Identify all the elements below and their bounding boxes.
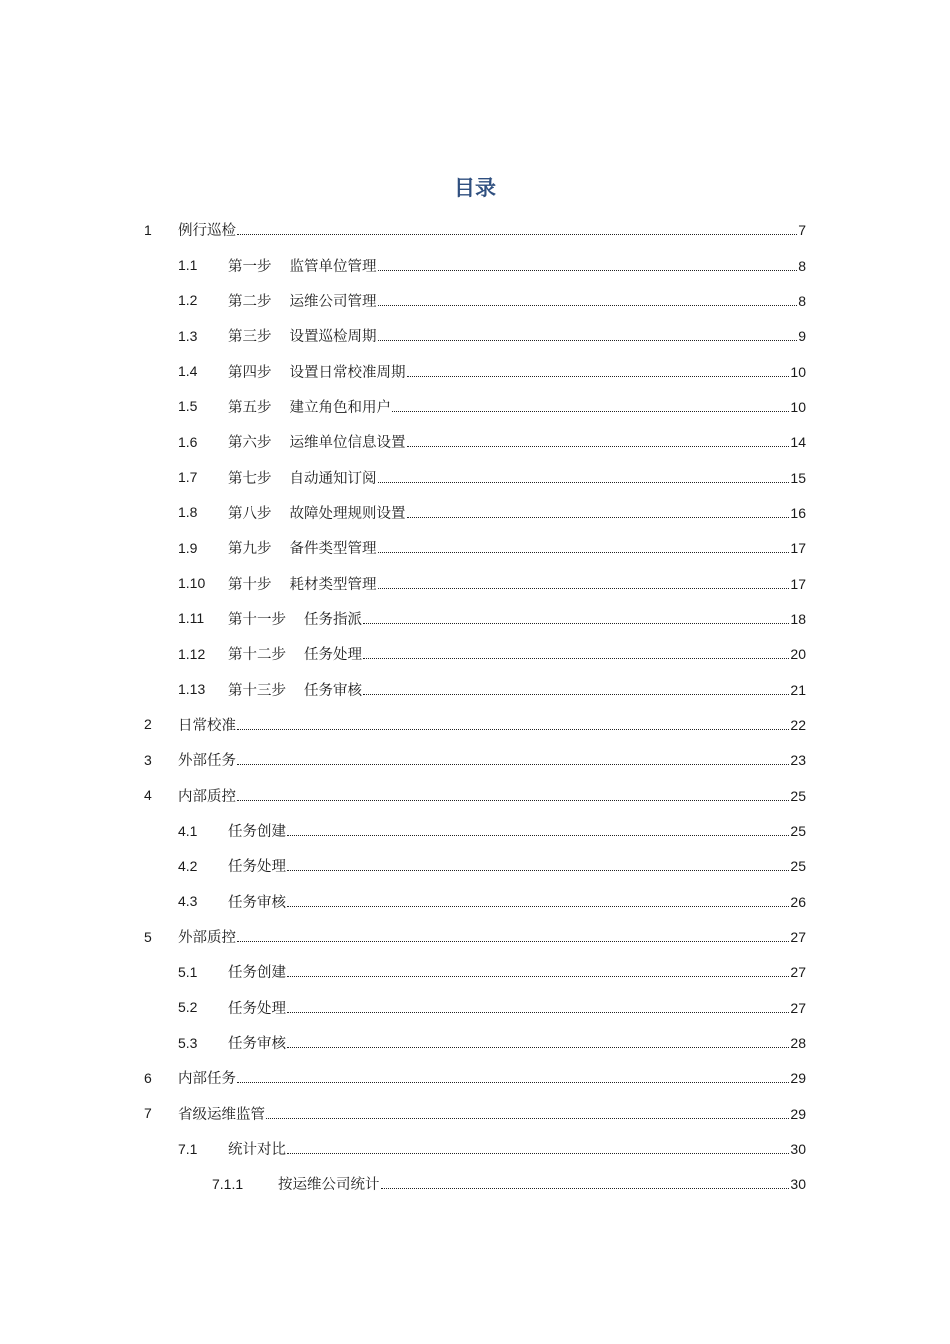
toc-dot-leader (287, 834, 789, 836)
toc-entry[interactable] (0, 1025, 950, 1060)
toc-dot-leader (381, 1187, 790, 1189)
toc-dot-leader (237, 233, 797, 235)
toc-dot-leader (287, 905, 789, 907)
toc-entry-number: 5.1 (178, 963, 198, 980)
toc-dot-leader (287, 1152, 789, 1154)
toc-page-number: 9 (798, 328, 806, 345)
toc-entry-line (228, 997, 806, 1018)
toc-entry-label (228, 537, 377, 558)
toc-entry-label (228, 643, 362, 664)
toc-entry-number: 1.11 (178, 610, 205, 627)
toc-page-number: 10 (790, 363, 806, 380)
toc-entry-number: 1.5 (178, 398, 198, 415)
toc-entry-step: 第八步 (228, 505, 272, 522)
toc-entry-line (228, 431, 806, 452)
toc-page-number: 25 (790, 787, 806, 804)
toc-page-number: 29 (790, 1070, 806, 1087)
toc-entry[interactable] (0, 671, 950, 706)
toc-entry[interactable] (0, 742, 950, 777)
toc-dot-leader (407, 375, 790, 377)
toc-entry-text: 统计对比 (228, 1142, 286, 1159)
toc-entry-label (228, 325, 377, 346)
toc-entry-line (178, 749, 806, 770)
toc-dot-leader (378, 304, 798, 306)
toc-page-number: 21 (790, 681, 806, 698)
toc-entry[interactable] (0, 990, 950, 1025)
toc-dot-leader (287, 975, 789, 977)
toc-entry-text: 建立角色和用户 (289, 399, 391, 416)
toc-page-number: 29 (790, 1105, 806, 1122)
toc-entry-step: 第一步 (228, 258, 272, 275)
toc-entry-line (228, 643, 806, 664)
toc-page-number: 26 (790, 893, 806, 910)
toc-entry-text: 任务创建 (228, 965, 286, 982)
toc-dot-leader (363, 657, 789, 659)
toc-page-number: 27 (790, 964, 806, 981)
toc-entry-number: 6 (144, 1069, 152, 1086)
toc-entry-text: 例行巡检 (178, 223, 236, 240)
toc-entry[interactable] (0, 459, 950, 494)
toc-entry[interactable] (0, 283, 950, 318)
toc-entry-label (178, 926, 236, 947)
toc-dot-leader (237, 1081, 789, 1083)
toc-entry-label (178, 749, 236, 770)
toc-entry-step: 第四步 (228, 364, 272, 381)
toc-entry-number: 1.3 (178, 327, 198, 344)
toc-entry-label (228, 997, 286, 1018)
toc-entry-step: 第六步 (228, 435, 272, 452)
toc-dot-leader (392, 410, 789, 412)
toc-entry-text: 任务处理 (228, 859, 286, 876)
toc-entry-number: 4.1 (178, 822, 198, 839)
toc-entry-line (228, 1032, 806, 1053)
toc-entry-number: 1.7 (178, 469, 198, 486)
toc-entry[interactable] (0, 954, 950, 989)
toc-entry-text: 设置巡检周期 (289, 329, 377, 346)
toc-entry-line (228, 608, 806, 629)
toc-entry[interactable] (0, 530, 950, 565)
toc-entry-line (228, 679, 806, 700)
toc-entry-number: 1.13 (178, 681, 206, 698)
toc-entry-number: 1 (144, 221, 152, 238)
table-of-contents (0, 212, 950, 1202)
toc-page-number: 18 (790, 610, 806, 627)
toc-entry-text: 运维公司管理 (289, 293, 377, 310)
toc-entry[interactable] (0, 1131, 950, 1166)
toc-entry[interactable] (0, 778, 950, 813)
toc-dot-leader (378, 339, 798, 341)
toc-entry-line (228, 255, 806, 276)
toc-entry-label (178, 1067, 236, 1088)
toc-entry-label (228, 467, 377, 488)
toc-entry-text: 省级运维监管 (178, 1106, 265, 1123)
toc-entry[interactable] (0, 813, 950, 848)
toc-page-number: 25 (790, 858, 806, 875)
toc-entry-number: 1.4 (178, 363, 198, 380)
toc-entry-text: 外部质控 (178, 930, 236, 947)
toc-entry-text: 外部任务 (178, 753, 236, 770)
toc-entry-step: 第十一步 (228, 611, 286, 628)
toc-entry-number: 3 (144, 751, 152, 768)
toc-entry-label (278, 1173, 380, 1194)
toc-entry-text: 设置日常校准周期 (289, 364, 406, 381)
toc-entry-text: 内部质控 (178, 788, 236, 805)
toc-entry-number: 7 (144, 1105, 152, 1122)
toc-entry-number: 7.1.1 (212, 1175, 244, 1192)
toc-entry-line (228, 891, 806, 912)
toc-entry-line (178, 714, 806, 735)
toc-page-number: 23 (790, 752, 806, 769)
toc-entry-number: 2 (144, 716, 152, 733)
toc-entry-label (228, 290, 377, 311)
toc-entry-number: 1.8 (178, 504, 198, 521)
toc-entry-line (178, 1103, 806, 1124)
toc-entry-number: 1.2 (178, 292, 198, 309)
toc-entry[interactable] (0, 1096, 950, 1131)
toc-entry-text: 故障处理规则设置 (289, 505, 406, 522)
toc-entry[interactable] (0, 247, 950, 282)
toc-entry-label (228, 820, 286, 841)
toc-page-number: 28 (790, 1035, 806, 1052)
toc-page-number: 17 (790, 575, 806, 592)
toc-entry-text: 备件类型管理 (289, 541, 377, 558)
toc-entry-label (228, 361, 406, 382)
toc-entry-text: 内部任务 (178, 1071, 236, 1088)
toc-entry-step: 第九步 (228, 541, 272, 558)
toc-entry-step: 第七步 (228, 470, 272, 487)
toc-entry-label (228, 608, 362, 629)
toc-page-number: 15 (790, 469, 806, 486)
toc-entry-number: 1.10 (178, 575, 206, 592)
toc-entry-text: 任务指派 (304, 611, 362, 628)
toc-dot-leader (363, 693, 789, 695)
toc-entry-number: 4.3 (178, 893, 198, 910)
toc-entry-line (178, 219, 806, 240)
toc-entry-label (228, 573, 377, 594)
toc-page-number: 16 (790, 504, 806, 521)
toc-entry-step: 第十二步 (228, 647, 286, 664)
toc-entry[interactable] (0, 1060, 950, 1095)
toc-entry[interactable] (0, 884, 950, 919)
toc-entry[interactable] (0, 565, 950, 600)
toc-entry[interactable] (0, 919, 950, 954)
toc-entry[interactable] (0, 424, 950, 459)
toc-entry[interactable] (0, 848, 950, 883)
toc-entry-line (178, 1067, 806, 1088)
toc-page-number: 17 (790, 540, 806, 557)
toc-entry-number: 4 (144, 787, 152, 804)
toc-entry-line (228, 855, 806, 876)
toc-page-number: 8 (798, 257, 806, 274)
toc-entry[interactable] (0, 495, 950, 530)
toc-page-number: 14 (790, 434, 806, 451)
toc-dot-leader (378, 551, 790, 553)
toc-page-number: 20 (790, 646, 806, 663)
toc-entry-label (228, 396, 391, 417)
toc-entry-label (178, 1103, 265, 1124)
toc-entry[interactable] (0, 318, 950, 353)
toc-entry-number: 5.2 (178, 999, 198, 1016)
toc-entry-label (228, 855, 286, 876)
toc-page-number: 8 (798, 292, 806, 309)
toc-entry-text: 任务处理 (304, 647, 362, 664)
toc-page-number: 25 (790, 823, 806, 840)
toc-entry-text: 任务处理 (228, 1000, 286, 1017)
toc-entry-number: 1.1 (178, 257, 198, 274)
toc-page-number: 27 (790, 929, 806, 946)
toc-entry-text: 自动通知订阅 (289, 470, 377, 487)
toc-entry-line (228, 537, 806, 558)
toc-page-number: 30 (790, 1176, 806, 1193)
toc-entry-label (228, 502, 406, 523)
toc-dot-leader (237, 763, 789, 765)
toc-entry-step: 第五步 (228, 399, 272, 416)
toc-dot-leader (378, 481, 790, 483)
toc-entry-text: 任务创建 (228, 824, 286, 841)
toc-dot-leader (378, 269, 798, 271)
toc-entry-line (228, 1138, 806, 1159)
toc-dot-leader (237, 940, 789, 942)
toc-entry-line (278, 1173, 806, 1194)
toc-entry[interactable] (0, 1166, 950, 1201)
toc-entry-label (228, 255, 377, 276)
toc-entry-label (228, 891, 286, 912)
toc-entry-line (228, 467, 806, 488)
toc-entry-text: 耗材类型管理 (289, 576, 377, 593)
toc-entry-line (228, 820, 806, 841)
toc-entry[interactable] (0, 389, 950, 424)
toc-entry-text: 运维单位信息设置 (289, 435, 406, 452)
toc-entry-line (228, 361, 806, 382)
toc-page-number: 10 (790, 398, 806, 415)
toc-entry-label (228, 961, 286, 982)
toc-dot-leader (237, 728, 789, 730)
toc-entry-label (178, 219, 236, 240)
toc-dot-leader (378, 587, 790, 589)
toc-dot-leader (287, 1046, 789, 1048)
toc-entry-number: 4.2 (178, 857, 198, 874)
toc-entry-step: 第三步 (228, 329, 272, 346)
toc-entry-label (228, 1138, 286, 1159)
toc-entry-number: 5.3 (178, 1034, 198, 1051)
toc-entry-label (228, 679, 362, 700)
toc-entry-label (228, 1032, 286, 1053)
toc-page-number: 7 (798, 222, 806, 239)
toc-page-number: 30 (790, 1141, 806, 1158)
toc-entry-number: 1.12 (178, 645, 206, 662)
toc-dot-leader (363, 622, 789, 624)
toc-entry-line (228, 325, 806, 346)
toc-entry-label (178, 785, 236, 806)
toc-entry-number: 1.6 (178, 433, 198, 450)
toc-page-number: 22 (790, 716, 806, 733)
toc-entry-number: 1.9 (178, 539, 198, 556)
toc-entry-text: 日常校准 (178, 717, 236, 734)
toc-entry-text: 任务审核 (228, 1036, 286, 1053)
toc-entry-line (228, 961, 806, 982)
toc-entry-number: 5 (144, 928, 152, 945)
toc-entry-line (178, 785, 806, 806)
toc-entry-text: 监管单位管理 (289, 258, 377, 275)
toc-entry-number: 7.1 (178, 1140, 198, 1157)
toc-entry-line (178, 926, 806, 947)
toc-entry-line (228, 290, 806, 311)
toc-dot-leader (407, 445, 790, 447)
toc-dot-leader (266, 1117, 789, 1119)
toc-entry[interactable] (0, 636, 950, 671)
toc-entry-line (228, 573, 806, 594)
toc-entry-line (228, 396, 806, 417)
toc-entry-text: 按运维公司统计 (278, 1177, 380, 1194)
toc-dot-leader (287, 1011, 789, 1013)
toc-page-number: 27 (790, 999, 806, 1016)
toc-entry[interactable] (0, 212, 950, 247)
toc-entry-label (178, 714, 236, 735)
toc-entry[interactable] (0, 707, 950, 742)
toc-entry-line (228, 502, 806, 523)
toc-dot-leader (237, 799, 789, 801)
toc-entry-step: 第十步 (228, 576, 272, 593)
toc-entry-text: 任务审核 (228, 894, 286, 911)
toc-entry-step: 第二步 (228, 293, 272, 310)
toc-entry[interactable] (0, 353, 950, 388)
toc-entry-text: 任务审核 (304, 682, 362, 699)
toc-entry[interactable] (0, 601, 950, 636)
toc-dot-leader (407, 516, 790, 518)
toc-dot-leader (287, 869, 789, 871)
toc-title: 目录 (454, 176, 496, 200)
toc-entry-step: 第十三步 (228, 682, 286, 699)
toc-entry-label (228, 431, 406, 452)
